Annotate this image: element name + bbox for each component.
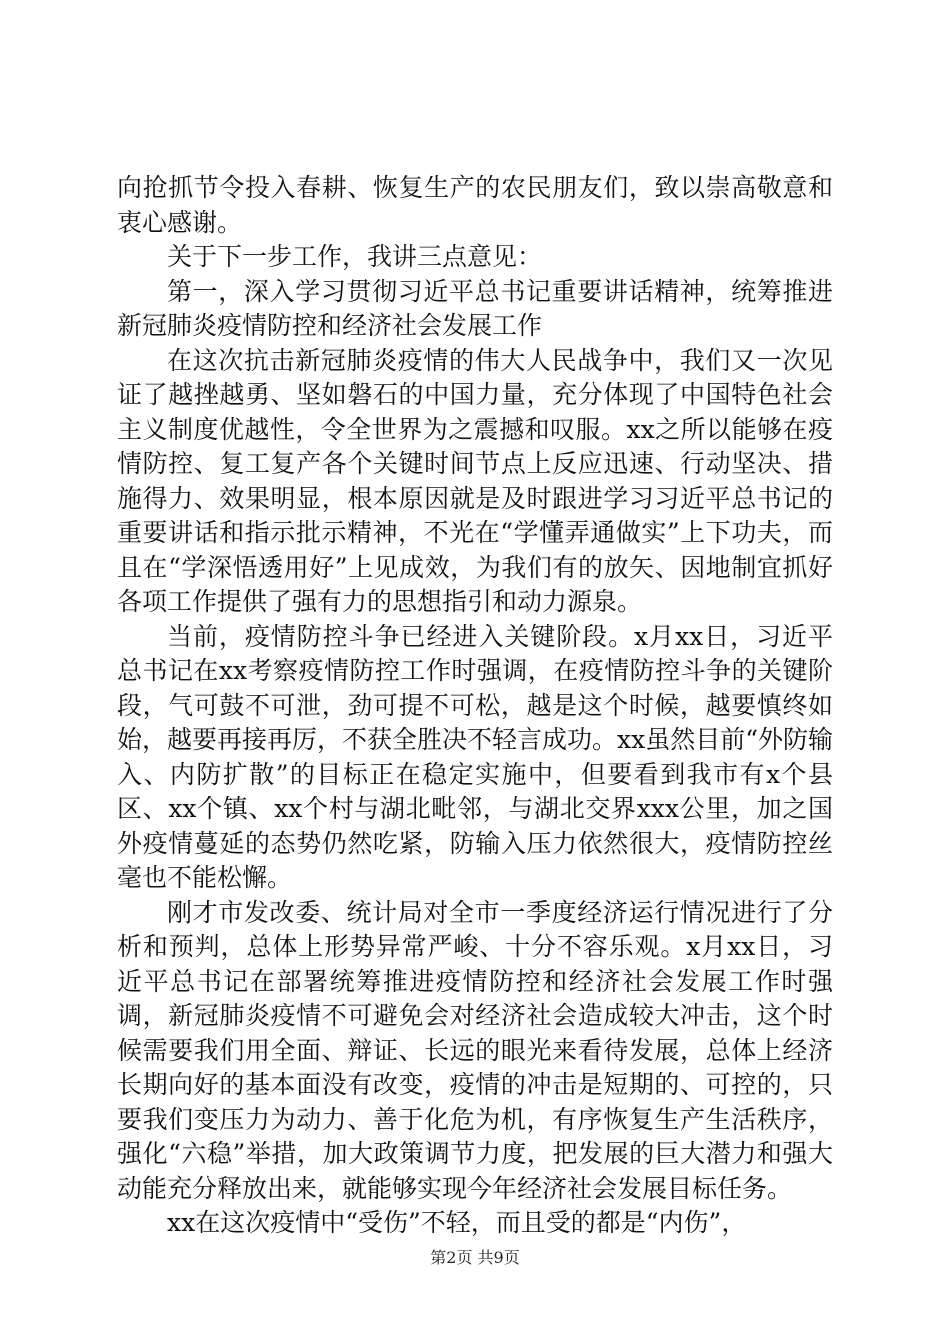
paragraph: 刚才市发改委、统计局对全市一季度经济运行情况进行了分析和预判，总体上形势异常严峻、十分不容乐观。x月xx日，习近平总书记在部署统筹推进疫情防控和经济社会发展工作时强调，新冠肺炎疫情不可避免会对经济社会造成较大冲击，这个时候需要我们用全面、辩证、长远的眼光来看待发展，总体上经济长期向好的基本面没有改变，疫情的冲击是短期的、可控的，只要我们变压力为动力、善于化危为机，有序恢复生产生活秩序，强化“六稳”举措，加大政策调节力度，把发展的巨大潜力和强大动能充分释放出来，就能够实现今年经济社会发展目标任务。 bbox=[117, 897, 833, 1203]
paragraph: 在这次抗击新冠肺炎疫情的伟大人民战争中，我们又一次见证了越挫越勇、坚如磐石的中国力量，充分体现了中国特色社会主义制度优越性，令全世界为之震撼和叹服。xx之所以能够在疫情防控、复工复产各个关键时间节点上反应迅速、行动坚决、措施得力、效果明显，根本原因就是及时跟进学习习近平总书记的重要讲话和指示批示精神，不光在“学懂弄通做实”上下功夫，而且在“学深悟透用好”上见成效，为我们有的放矢、因地制宜抓好各项工作提供了强有力的思想指引和动力源泉。 bbox=[117, 345, 833, 616]
paragraph: xx在这次疫情中“受伤”不轻，而且受的都是“内伤”， bbox=[167, 1208, 747, 1237]
page-footer: 第2页 共9页 bbox=[430, 1248, 520, 1267]
document-body bbox=[117, 171, 833, 1241]
paragraph: 当前，疫情防控斗争已经进入关键阶段。x月xx日，习近平总书记在xx考察疫情防控工作时强调，在疫情防控斗争的关键阶段，气可鼓不可泄，劲可提不可松，越是这个时候，越要慎终如始，越要再接再厉，不获全胜决不轻言成功。xx虽然目前“外防输入、内防扩散”的目标正在稳定实施中，但要看到我市有x个县区、xx个镇、xx个村与湖北毗邻，与湖北交界xxx公里，加之国外疫情蔓延的态势仍然吃紧，防输入压力依然很大，疫情防控丝毫也不能松懈。 bbox=[117, 621, 833, 892]
paragraph-intro: 关于下一步工作，我讲三点意见： bbox=[167, 242, 543, 271]
paragraph-continuation: 向抢抓节令投入春耕、恢复生产的农民朋友们，致以崇高敬意和衷心感谢。 bbox=[117, 173, 833, 237]
paragraph-heading-first: 第一，深入学习贯彻习近平总书记重要讲话精神，统筹推进新冠肺炎疫情防控和经济社会发展工作 bbox=[117, 276, 833, 340]
